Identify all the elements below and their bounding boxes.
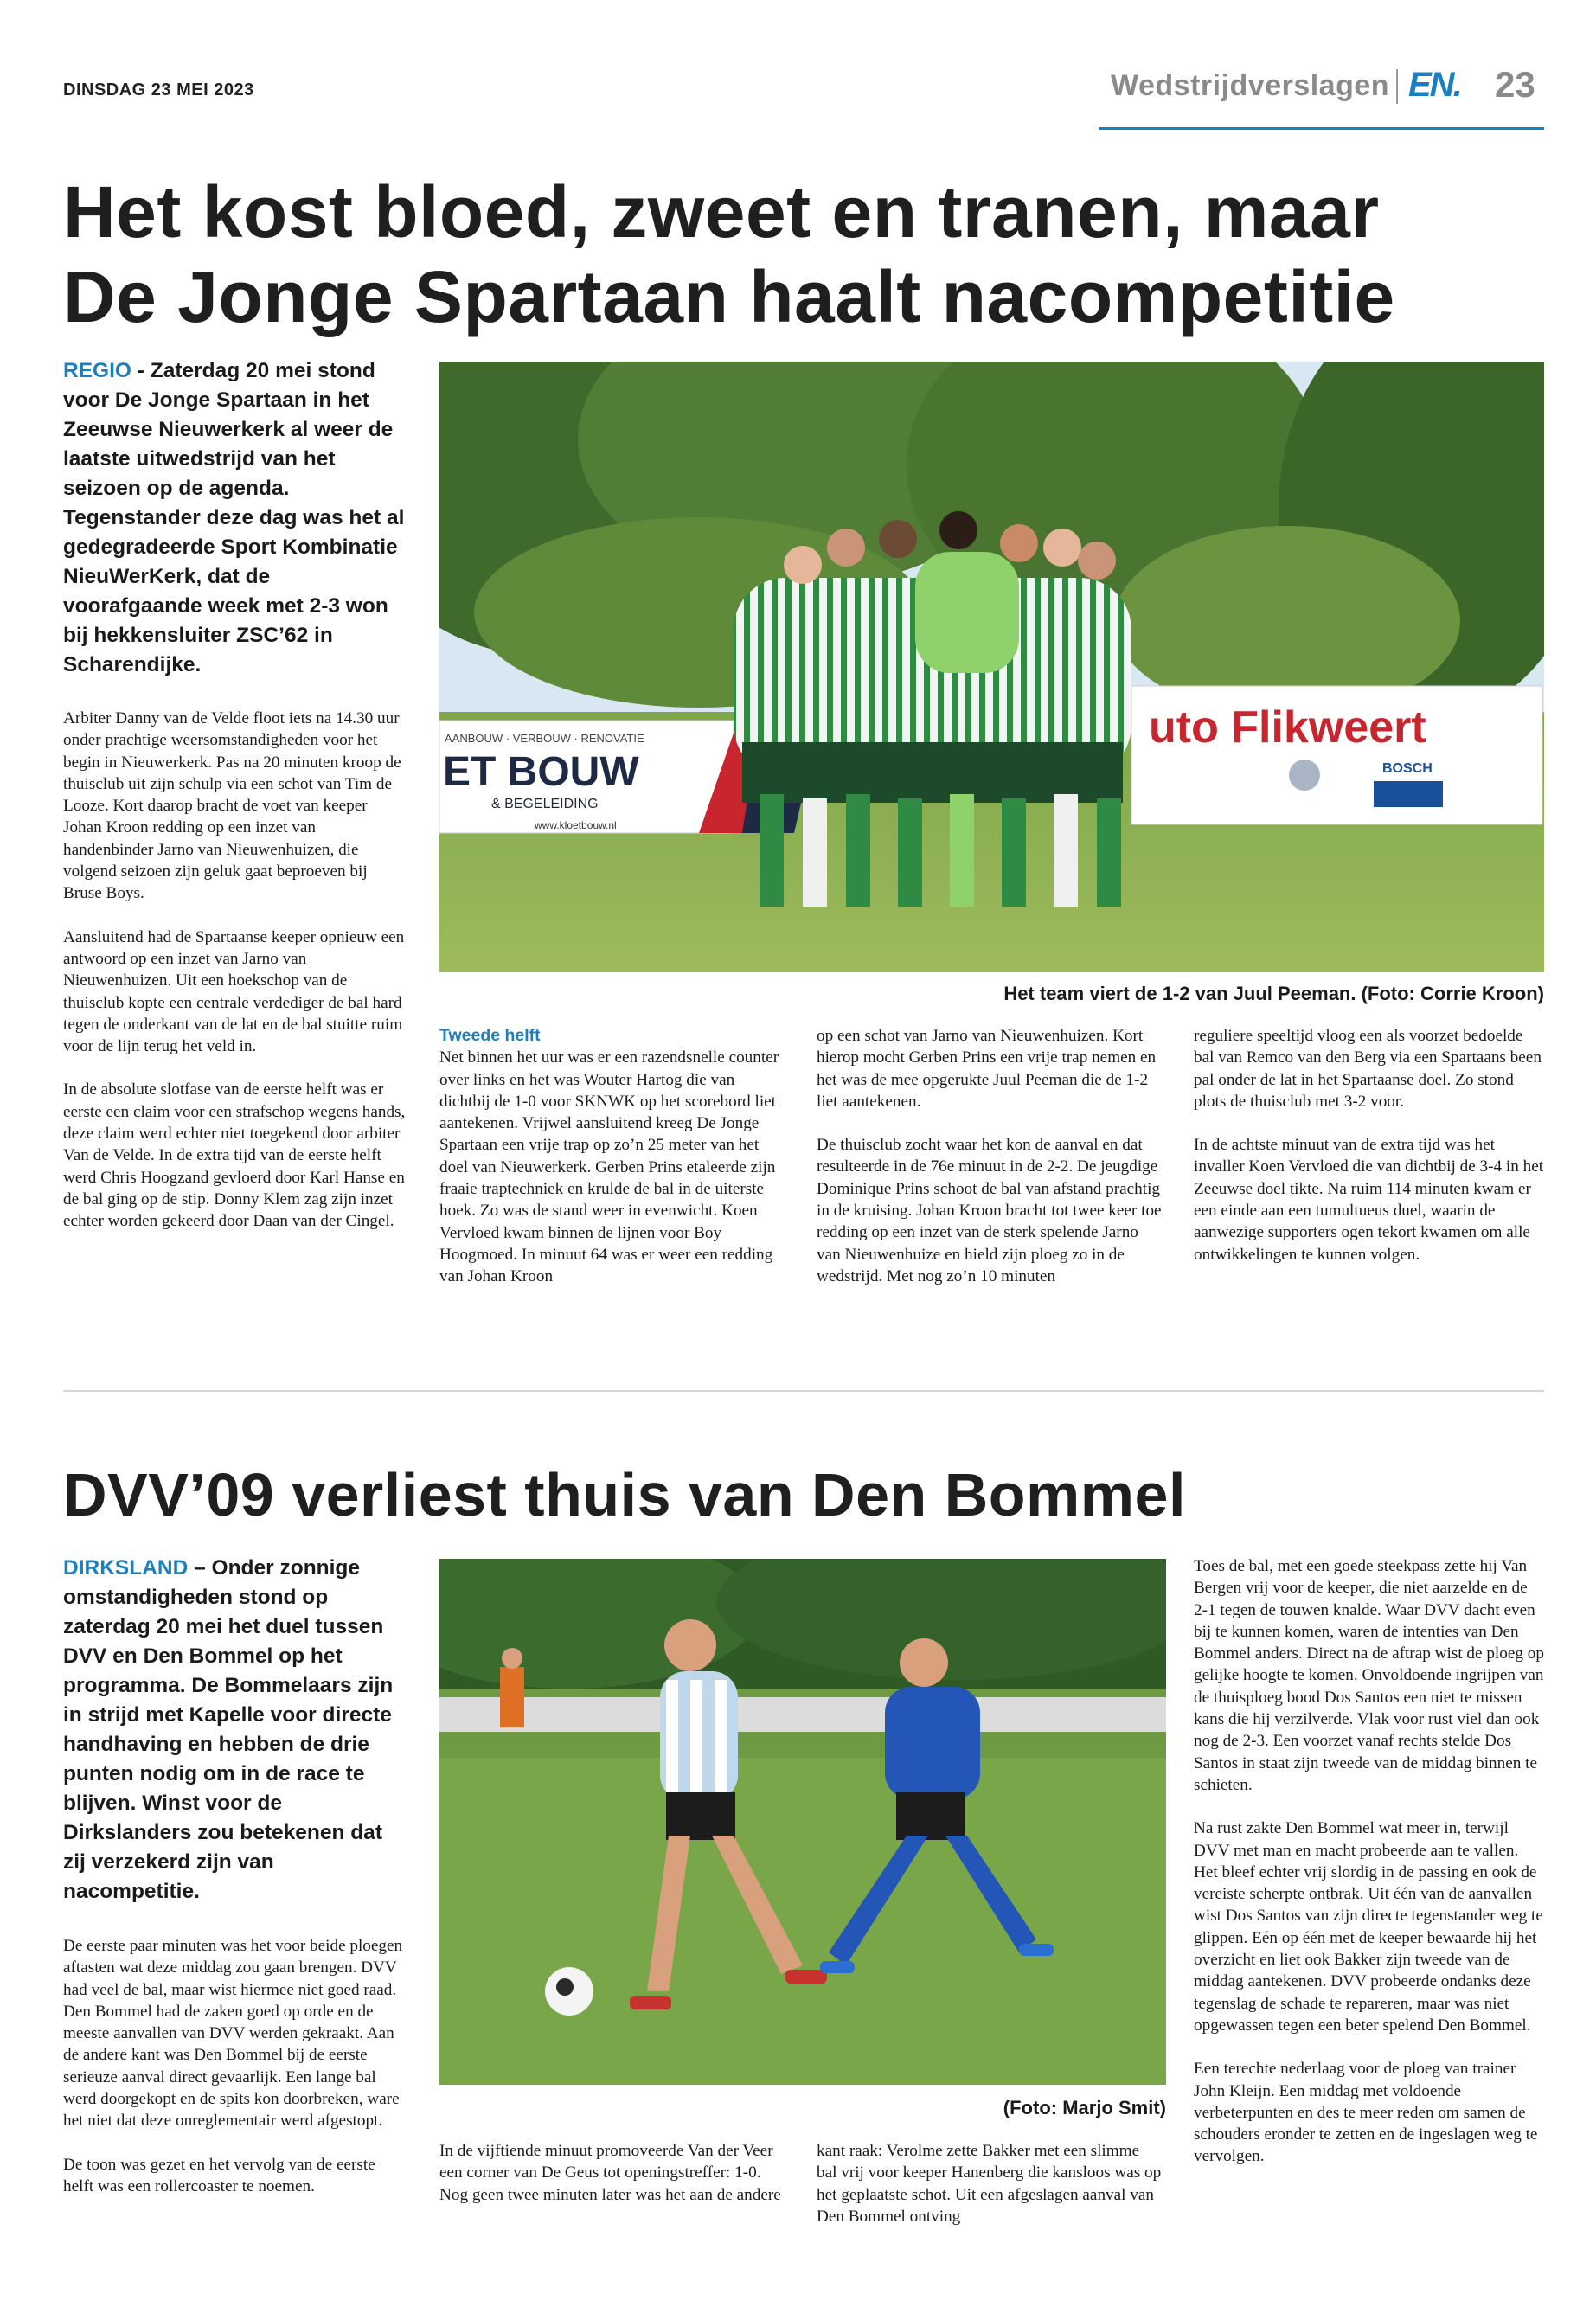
ad-board-left-sub: & BEGELEIDING xyxy=(491,797,599,811)
page-number: 23 xyxy=(1495,64,1535,105)
issue-date: DINSDAG 23 MEI 2023 xyxy=(63,80,254,99)
article2-lead: DIRKSLAND – Onder zonnige omstandigheden stond op zaterdag 20 mei het duel tussen DVV en Den Bommel op het programma. De Bommelaars zijn in strijd met Kapelle voor directe handhaving en hebben de drie punten nodig om in de race te blijven. Winst voor de Dirkslanders zou betekenen dat zij verzekerd zijn van nacompetitie. xyxy=(63,1556,394,1903)
header-rule xyxy=(1099,127,1544,130)
photo1-caption: Het team viert de 1-2 van Juul Peeman. (Foto: Corrie Kroon) xyxy=(1003,983,1544,1004)
article2-headline: DVV’09 verliest thuis van Den Bommel xyxy=(63,1461,1186,1529)
ad-board-left-tagline: AANBOUW · VERBOUW · RENOVATIE xyxy=(445,732,644,745)
ad-board-bosch: BOSCH xyxy=(1382,761,1433,776)
ad-board-right-name: uto Flikweert xyxy=(1149,702,1426,753)
article1-column-2: Tweede helft Net binnen het uur was er een razendsnelle counter over links en het was Wouter Hartog die van dichtbij de 1-0 voor SKNWK op het scorebord liet aantekenen. Vrijwel aansluitend kreeg De Jonge Spartaan een vrije trap op zo’n 25 meter van het doel van Nieuwerkerk. Gerben Prins etaleerde zijn fraaie traptechniek en krulde de bal in de uiterste hoek. Zo was de stand weer in evenwicht. Koen Vervloed kwam binnen de lijnen voor Boy Hoogmoed. In minuut 64 was er weer een redding van Johan Kroon xyxy=(439,1025,785,1310)
header-separator xyxy=(1396,69,1398,104)
ad-board-left-name: ET BOUW xyxy=(443,749,639,795)
article2-column-1: De eerste paar minuten was het voor beide ploegen aftasten wat deze middag zou gaan brengen. DVV had veel de bal, maar wist hiermee niet goed raad. Den Bommel had de zaken goed op orde en de meeste aanvallen van DVV werden gekraakt. Aan de andere kant was Den Bommel bij de eerste serieuze aanval direct gevaarlijk. Een lange bal werd doorgekopt en de spits kon doorbreken, ware het niet dat deze onreglementair werd afgestopt. De toon was gezet en het vervolg van de eerste helft was een rollercoaster te noemen. xyxy=(63,1937,403,2195)
article2-kicker: DIRKSLAND xyxy=(63,1556,189,1580)
article1-kicker: REGIO xyxy=(63,359,131,382)
article1-column-1: Arbiter Danny van de Velde floot iets na 14.30 uur onder prachtige weersomstandigheden voor het begin in Nieuwerkerk. Pas na 20 minuten kroop de thuisclub uit zijn schulp via een schot van Tim de Looze. Kort daarop bracht de voet van keeper Johan Kroon redding op een inzet van handenbinder Jarno van Nieuwenhuizen, die volgend seizoen zijn geluk gaat beproeven bij Bruse Boys. Aansluitend had de Spartaanse keeper opnieuw een antwoord op een inzet van Jarno van Nieuwenhuizen. Uit een hoekschop van de thuisclub kopte een centrale verdediger de bal hard tegen de onderkant van de lat en de bal stuitte ruim voor de lijn terug het veld in. In de absolute slotfase van de eerste helft was er eerste een claim voor een strafschop wegens hands, deze claim werd echter niet toegekend door arbiter Van de Velde. In de extra tijd van de eerste helft werd Chris Hoogzand gevloerd door Karl Hanse en de bal ging op de stip. Donny Klem zag zijn inzet echter worden gekeerd door Daan van der Cingel. xyxy=(63,709,406,1231)
section-name: Wedstrijdverslagen xyxy=(1111,69,1390,102)
team-celebration-photo xyxy=(439,362,1544,972)
match-action-photo xyxy=(439,1559,1166,2085)
publication-logo: EN. xyxy=(1408,66,1461,104)
ad-board-left-url: www.kloetbouw.nl xyxy=(535,819,617,831)
article2-column-3: kant raak: Verolme zette Bakker met een slimme bal vrij voor keeper Hanenberg die kansloos was op het geplaatste schot. Uit een afgeslagen aanval van Den Bommel ontving xyxy=(817,2142,1162,2226)
article1-column-3: op een schot van Jarno van Nieuwenhuizen. Kort hierop mocht Gerben Prins een vrije trap nemen en het was de mee opgerukte Juul Peeman die de 1-2 liet aantekenen. De thuisclub zocht waar het kon de aanval en dat resulteerde in de 76e minuut in de 2-2. De jeugdige Dominique Prins schoot de bal van afstand prachtig in de kruising. Johan Kroon bracht tot twee keer toe redding op een inzet van de sterk spelende Jarno van Nieuwenhuize en hield zijn ploeg zo in de wedstrijd. Met nog zo’n 10 minuten xyxy=(817,1027,1162,1285)
photo2-caption: (Foto: Marjo Smit) xyxy=(1003,2097,1166,2118)
article1-column-4: reguliere speeltijd vloog een als voorzet bedoelde bal van Remco van den Berg via een Spartaans been pal onder de lat in het Spartaanse doel. Zo stond plots de thuisclub met 3-2 voor. In de achtste minuut van de extra tijd was het invaller Koen Vervloed die van dichtbij de 3-4 in het Zeeuwse doel tikte. Na ruim 114 minuten kwam er een einde aan een tumultueus duel, waarin de aanwezige supporters ogen tekort kwamen om alle ontwikkelingen te kunnen volgen. xyxy=(1194,1027,1544,1264)
article1-lead: REGIO - Zaterdag 20 mei stond voor De Jonge Spartaan in het Zeeuwse Nieuwerkerk al weer de laatste uitwedstrijd van het seizoen op de agenda. Tegenstander deze dag was het al gedegradeerde Sport Kombinatie NieuWerKerk, dat de voorafgaande week met 2-3 won bij hekkensluiter ZSC’62 in Scharendijke. xyxy=(63,359,405,676)
article1-headline: Het kost bloed, zweet en tranen, maar De Jonge Spartaan haalt nacompetitie xyxy=(63,171,1395,338)
article-divider xyxy=(63,1390,1544,1392)
article2-column-2: In de vijftiende minuut promoveerde Van der Veer een corner van De Geus tot openingstreffer: 1-0. Nog geen twee minuten later was het aan de andere xyxy=(439,2142,781,2204)
article2-column-4: Toes de bal, met een goede steekpass zette hij Van Bergen vrij voor de keeper, die niet aarzelde en de 2-1 tegen de touwen knalde. Waar DVV dacht even bij te kunnen komen, waren de intenties van Den Bommel anders. Direct na de aftrap wist de ploeg op gelijke hoogte te komen. Onvoldoende ingrijpen van de thuisploeg bood Dos Santos een niet te missen kans die hij verzilverde. Vlak voor rust viel dan ook nog de 2-3. Een voorzet vanaf rechts stelde Dos Santos in staat zijn tweede van de middag binnen te schieten. Na rust zakte Den Bommel wat meer in, terwijl DVV met man en macht probeerde aan te vallen. Het bleef echter vrij slordig in de passing en ook de vereiste scherpte ontbrak. Uit één van de aanvallen wist Dos Santos van zijn directe tegenstander weg te glippen. Eén op één met de keeper bewaarde hij het overzicht en liet ook Bakker zijn tweede van de middag aantekenen. DVV probeerde ondanks deze tegenslag de schade te repareren, maar was niet opgewassen tegen een beter spelend Den Bommel. Een terechte nederlaag voor de ploeg van trainer John Kleijn. Een middag met voldoende verbeterpunten en des te meer reden om samen de schouders eronder te zetten en de ingeslagen weg te vervolgen. xyxy=(1194,1557,1544,2166)
subhead-tweede-helft: Tweede helft xyxy=(439,1026,541,1045)
